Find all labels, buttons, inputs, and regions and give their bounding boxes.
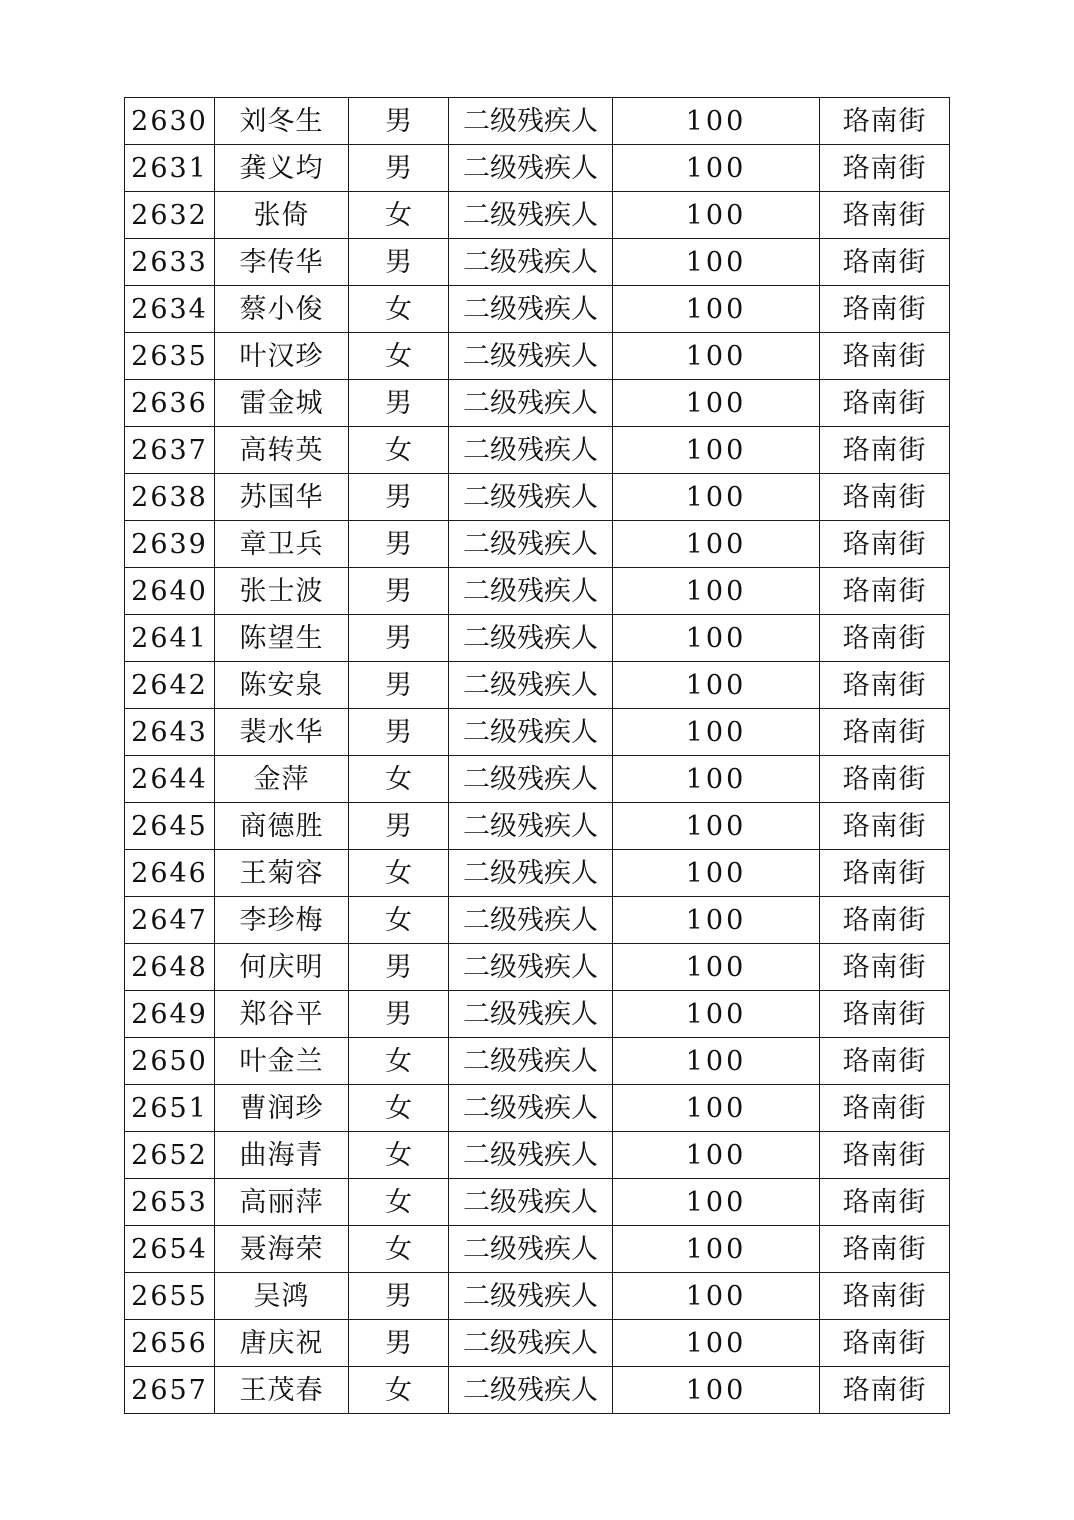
street-cell: 珞南街 (820, 98, 950, 145)
street-cell: 珞南街 (820, 239, 950, 286)
table-row (125, 662, 950, 709)
table-row (125, 756, 950, 803)
table-row (125, 1038, 950, 1085)
table-row (125, 1132, 950, 1179)
row-number-cell: 2631 (125, 145, 215, 192)
amount-cell: 100 (613, 803, 820, 850)
row-number-cell: 2638 (125, 474, 215, 521)
disability-level-cell: 二级残疾人 (449, 944, 613, 991)
street-cell: 珞南街 (820, 1132, 950, 1179)
amount-cell: 100 (613, 991, 820, 1038)
table-row (125, 850, 950, 897)
name-cell: 苏国华 (215, 474, 349, 521)
table-row (125, 333, 950, 380)
street-cell: 珞南街 (820, 1038, 950, 1085)
disability-level-cell: 二级残疾人 (449, 474, 613, 521)
street-cell: 珞南街 (820, 145, 950, 192)
name-cell: 高丽萍 (215, 1179, 349, 1226)
amount-cell: 100 (613, 662, 820, 709)
row-number-cell: 2647 (125, 897, 215, 944)
gender-cell: 女 (349, 850, 449, 897)
street-cell: 珞南街 (820, 333, 950, 380)
row-number-cell: 2657 (125, 1367, 215, 1414)
subsidy-roster-table (124, 97, 950, 1414)
table-row (125, 991, 950, 1038)
amount-cell: 100 (613, 944, 820, 991)
name-cell: 叶汉珍 (215, 333, 349, 380)
disability-level-cell: 二级残疾人 (449, 1179, 613, 1226)
street-cell: 珞南街 (820, 1179, 950, 1226)
disability-level-cell: 二级残疾人 (449, 98, 613, 145)
row-number-cell: 2645 (125, 803, 215, 850)
gender-cell: 女 (349, 333, 449, 380)
row-number-cell: 2636 (125, 380, 215, 427)
gender-cell: 男 (349, 944, 449, 991)
street-cell: 珞南街 (820, 474, 950, 521)
gender-cell: 男 (349, 380, 449, 427)
street-cell: 珞南街 (820, 615, 950, 662)
row-number-cell: 2656 (125, 1320, 215, 1367)
row-number-cell: 2634 (125, 286, 215, 333)
disability-level-cell: 二级残疾人 (449, 709, 613, 756)
name-cell: 裴水华 (215, 709, 349, 756)
disability-level-cell: 二级残疾人 (449, 897, 613, 944)
disability-level-cell: 二级残疾人 (449, 521, 613, 568)
amount-cell: 100 (613, 1179, 820, 1226)
table-row (125, 803, 950, 850)
street-cell: 珞南街 (820, 709, 950, 756)
disability-level-cell: 二级残疾人 (449, 1132, 613, 1179)
amount-cell: 100 (613, 1226, 820, 1273)
disability-level-cell: 二级残疾人 (449, 615, 613, 662)
disability-level-cell: 二级残疾人 (449, 991, 613, 1038)
roster-body (125, 98, 950, 1414)
name-cell: 刘冬生 (215, 98, 349, 145)
row-number-cell: 2644 (125, 756, 215, 803)
amount-cell: 100 (613, 1367, 820, 1414)
amount-cell: 100 (613, 427, 820, 474)
name-cell: 唐庆祝 (215, 1320, 349, 1367)
amount-cell: 100 (613, 1085, 820, 1132)
name-cell: 何庆明 (215, 944, 349, 991)
amount-cell: 100 (613, 1038, 820, 1085)
row-number-cell: 2652 (125, 1132, 215, 1179)
row-number-cell: 2649 (125, 991, 215, 1038)
table-row (125, 1226, 950, 1273)
table-row (125, 286, 950, 333)
disability-level-cell: 二级残疾人 (449, 1085, 613, 1132)
disability-level-cell: 二级残疾人 (449, 427, 613, 474)
disability-level-cell: 二级残疾人 (449, 192, 613, 239)
amount-cell: 100 (613, 239, 820, 286)
disability-level-cell: 二级残疾人 (449, 803, 613, 850)
table-row (125, 568, 950, 615)
street-cell: 珞南街 (820, 192, 950, 239)
name-cell: 金萍 (215, 756, 349, 803)
row-number-cell: 2651 (125, 1085, 215, 1132)
amount-cell: 100 (613, 192, 820, 239)
name-cell: 陈安泉 (215, 662, 349, 709)
amount-cell: 100 (613, 1132, 820, 1179)
disability-level-cell: 二级残疾人 (449, 1038, 613, 1085)
row-number-cell: 2630 (125, 98, 215, 145)
amount-cell: 100 (613, 380, 820, 427)
table-row (125, 380, 950, 427)
disability-level-cell: 二级残疾人 (449, 239, 613, 286)
street-cell: 珞南街 (820, 286, 950, 333)
row-number-cell: 2646 (125, 850, 215, 897)
gender-cell: 男 (349, 803, 449, 850)
gender-cell: 男 (349, 991, 449, 1038)
disability-level-cell: 二级残疾人 (449, 1367, 613, 1414)
name-cell: 曲海青 (215, 1132, 349, 1179)
amount-cell: 100 (613, 145, 820, 192)
gender-cell: 女 (349, 192, 449, 239)
amount-cell: 100 (613, 850, 820, 897)
gender-cell: 男 (349, 662, 449, 709)
name-cell: 陈望生 (215, 615, 349, 662)
street-cell: 珞南街 (820, 991, 950, 1038)
row-number-cell: 2632 (125, 192, 215, 239)
table-row (125, 474, 950, 521)
street-cell: 珞南街 (820, 1085, 950, 1132)
gender-cell: 男 (349, 1273, 449, 1320)
disability-level-cell: 二级残疾人 (449, 1273, 613, 1320)
gender-cell: 女 (349, 756, 449, 803)
name-cell: 王菊容 (215, 850, 349, 897)
disability-level-cell: 二级残疾人 (449, 662, 613, 709)
gender-cell: 女 (349, 427, 449, 474)
street-cell: 珞南街 (820, 944, 950, 991)
disability-level-cell: 二级残疾人 (449, 145, 613, 192)
name-cell: 高转英 (215, 427, 349, 474)
gender-cell: 男 (349, 145, 449, 192)
name-cell: 张倚 (215, 192, 349, 239)
table-row (125, 1273, 950, 1320)
table-row (125, 239, 950, 286)
name-cell: 郑谷平 (215, 991, 349, 1038)
table-row (125, 1320, 950, 1367)
disability-level-cell: 二级残疾人 (449, 568, 613, 615)
disability-level-cell: 二级残疾人 (449, 1320, 613, 1367)
street-cell: 珞南街 (820, 850, 950, 897)
amount-cell: 100 (613, 98, 820, 145)
street-cell: 珞南街 (820, 568, 950, 615)
amount-cell: 100 (613, 474, 820, 521)
amount-cell: 100 (613, 568, 820, 615)
row-number-cell: 2648 (125, 944, 215, 991)
table-row (125, 98, 950, 145)
gender-cell: 女 (349, 897, 449, 944)
street-cell: 珞南街 (820, 1226, 950, 1273)
table-row (125, 615, 950, 662)
disability-level-cell: 二级残疾人 (449, 333, 613, 380)
gender-cell: 男 (349, 474, 449, 521)
gender-cell: 男 (349, 98, 449, 145)
row-number-cell: 2635 (125, 333, 215, 380)
amount-cell: 100 (613, 756, 820, 803)
gender-cell: 男 (349, 709, 449, 756)
street-cell: 珞南街 (820, 897, 950, 944)
row-number-cell: 2653 (125, 1179, 215, 1226)
amount-cell: 100 (613, 286, 820, 333)
table-row (125, 1179, 950, 1226)
gender-cell: 女 (349, 1085, 449, 1132)
gender-cell: 女 (349, 286, 449, 333)
gender-cell: 女 (349, 1367, 449, 1414)
amount-cell: 100 (613, 333, 820, 380)
gender-cell: 男 (349, 521, 449, 568)
amount-cell: 100 (613, 1273, 820, 1320)
name-cell: 李珍梅 (215, 897, 349, 944)
amount-cell: 100 (613, 521, 820, 568)
row-number-cell: 2650 (125, 1038, 215, 1085)
name-cell: 商德胜 (215, 803, 349, 850)
street-cell: 珞南街 (820, 521, 950, 568)
amount-cell: 100 (613, 709, 820, 756)
amount-cell: 100 (613, 897, 820, 944)
row-number-cell: 2655 (125, 1273, 215, 1320)
table-row (125, 521, 950, 568)
name-cell: 吴鸿 (215, 1273, 349, 1320)
name-cell: 张士波 (215, 568, 349, 615)
street-cell: 珞南街 (820, 427, 950, 474)
street-cell: 珞南街 (820, 380, 950, 427)
row-number-cell: 2639 (125, 521, 215, 568)
gender-cell: 男 (349, 615, 449, 662)
gender-cell: 女 (349, 1038, 449, 1085)
disability-level-cell: 二级残疾人 (449, 380, 613, 427)
table-row (125, 427, 950, 474)
row-number-cell: 2642 (125, 662, 215, 709)
row-number-cell: 2633 (125, 239, 215, 286)
gender-cell: 女 (349, 1226, 449, 1273)
street-cell: 珞南街 (820, 662, 950, 709)
street-cell: 珞南街 (820, 1320, 950, 1367)
name-cell: 聂海荣 (215, 1226, 349, 1273)
row-number-cell: 2654 (125, 1226, 215, 1273)
table-row (125, 145, 950, 192)
table-row (125, 192, 950, 239)
name-cell: 雷金城 (215, 380, 349, 427)
disability-level-cell: 二级残疾人 (449, 286, 613, 333)
row-number-cell: 2637 (125, 427, 215, 474)
disability-level-cell: 二级残疾人 (449, 850, 613, 897)
gender-cell: 男 (349, 1320, 449, 1367)
row-number-cell: 2640 (125, 568, 215, 615)
name-cell: 叶金兰 (215, 1038, 349, 1085)
gender-cell: 男 (349, 568, 449, 615)
amount-cell: 100 (613, 615, 820, 662)
name-cell: 蔡小俊 (215, 286, 349, 333)
name-cell: 章卫兵 (215, 521, 349, 568)
gender-cell: 女 (349, 1132, 449, 1179)
name-cell: 李传华 (215, 239, 349, 286)
amount-cell: 100 (613, 1320, 820, 1367)
gender-cell: 女 (349, 1179, 449, 1226)
disability-level-cell: 二级残疾人 (449, 1226, 613, 1273)
street-cell: 珞南街 (820, 756, 950, 803)
table-row (125, 897, 950, 944)
row-number-cell: 2641 (125, 615, 215, 662)
table-row (125, 944, 950, 991)
street-cell: 珞南街 (820, 1273, 950, 1320)
gender-cell: 男 (349, 239, 449, 286)
name-cell: 王茂春 (215, 1367, 349, 1414)
table-row (125, 1367, 950, 1414)
row-number-cell: 2643 (125, 709, 215, 756)
table-row (125, 1085, 950, 1132)
disability-level-cell: 二级残疾人 (449, 756, 613, 803)
street-cell: 珞南街 (820, 1367, 950, 1414)
table-row (125, 709, 950, 756)
street-cell: 珞南街 (820, 803, 950, 850)
name-cell: 曹润珍 (215, 1085, 349, 1132)
name-cell: 龚义均 (215, 145, 349, 192)
